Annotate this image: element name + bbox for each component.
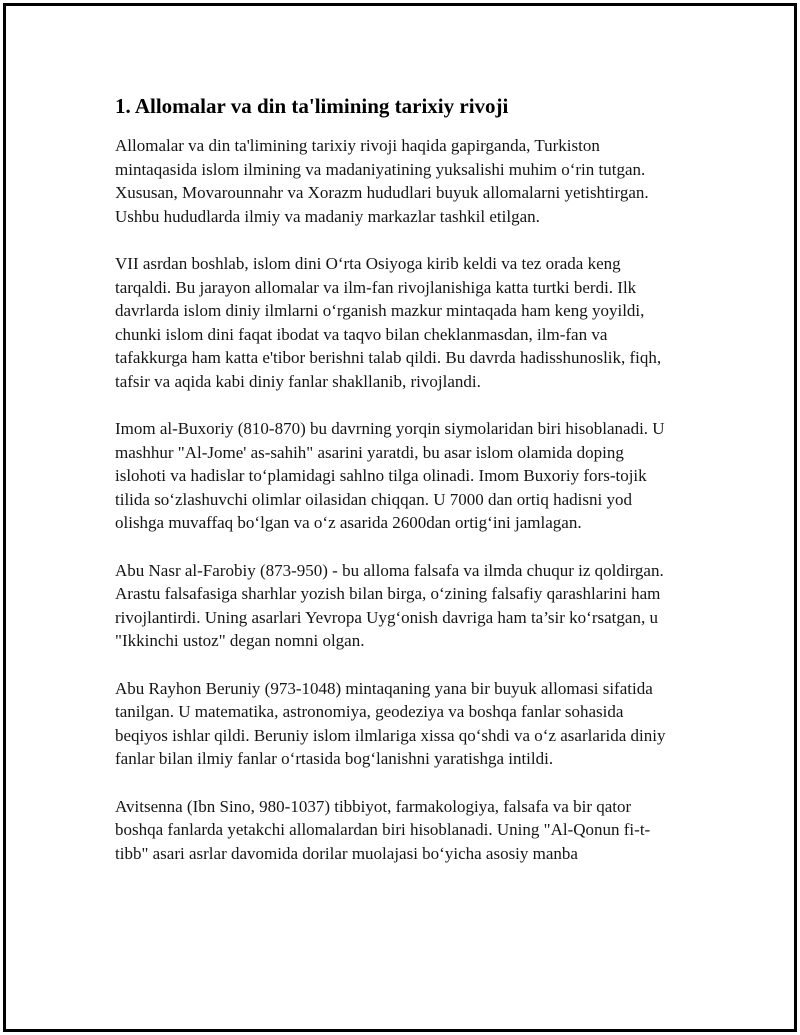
paragraph-islam-spread: VII asrdan boshlab, islom dini O‘rta Osiyoga kirib keldi va tez orada keng tarqaldi. Bu jarayon allomalar va ilm-fan rivojlanishiga katta turtki berdi. Ilk davrlarda islom diniy ilmlarni o‘rganish mazkur mintaqada ham keng yoyildi, chunki islom dini faqat ibodat va taqvo bilan cheklanmasdan, ilm-fan va tafakkurga ham katta e'tibor berishni talab qildi. Bu davrda hadisshunoslik, fiqh, tafsir va aqida kabi diniy fanlar shakllanib, rivojlandi.	[115, 254, 662, 391]
document-body	[115, 92, 675, 889]
paragraph-intro: Allomalar va din ta'limining tarixiy rivoji haqida gapirganda, Turkiston mintaqasida islom ilmining va madaniyatining yuksalishi muhim o‘rin tutgan. Xususan, Movarounnahr va Xorazm hududlari buyuk allomalarni yetishtirgan. Ushbu hududlarda ilmiy va madaniy markazlar tashkil etilgan.	[115, 136, 649, 226]
paragraph-al-buxoriy: Imom al-Buxoriy (810-870) bu davrning yorqin siymolaridan biri hisoblanadi. U mashhur "Al-Jome' as-sahih" asarini yaratdi, bu asar islom olamida doping islohoti va hadislar to‘plamidagi sahlno tilga olinadi. Imom Buxoriy fors-tojik tilida so‘zlashuvchi olimlar oilasidan chiqqan. U 7000 dan ortiq hadisni yod olishga muvaffaq bo‘lgan va o‘z asarida 2600dan ortig‘ini jamlagan.	[115, 419, 665, 532]
paragraph-al-farobiy: Abu Nasr al-Farobiy (873-950) - bu alloma falsafa va ilmda chuqur iz qoldirgan. Arastu falsafasiga sharhlar yozish bilan birga, o‘zining falsafiy qarashlarini ham rivojlantirdi. Uning asarlari Yevropa Uyg‘onish davriga ham ta’sir ko‘rsatgan, u "Ikkinchi ustoz" degan nomni olgan.	[115, 560, 664, 650]
paragraph-ibn-sino: Avitsenna (Ibn Sino, 980-1037) tibbiyot, farmakologiya, falsafa va bir qator boshqa fanlarda yetakchi allomalardan biri hisoblanadi. Uning "Al-Qonun fi-t-tibb" asari asrlar davomida dorilar muolajasi bo‘yicha asosiy manba	[115, 796, 651, 863]
section-heading: 1. Allomalar va din ta'limining tarixiy rivoji	[115, 94, 509, 118]
paragraph-beruniy: Abu Rayhon Beruniy (973-1048) mintaqaning yana bir buyuk allomasi sifatida tanilgan. U matematika, astronomiya, geodeziya va boshqa fanlar sohasida beqiyos ishlar qildi. Beruniy islom ilmlariga xissa qo‘shdi va o‘z asarlarida diniy fanlar bilan ilmiy fanlar o‘rtasida bog‘lanishni yaratishga intildi.	[115, 678, 666, 768]
